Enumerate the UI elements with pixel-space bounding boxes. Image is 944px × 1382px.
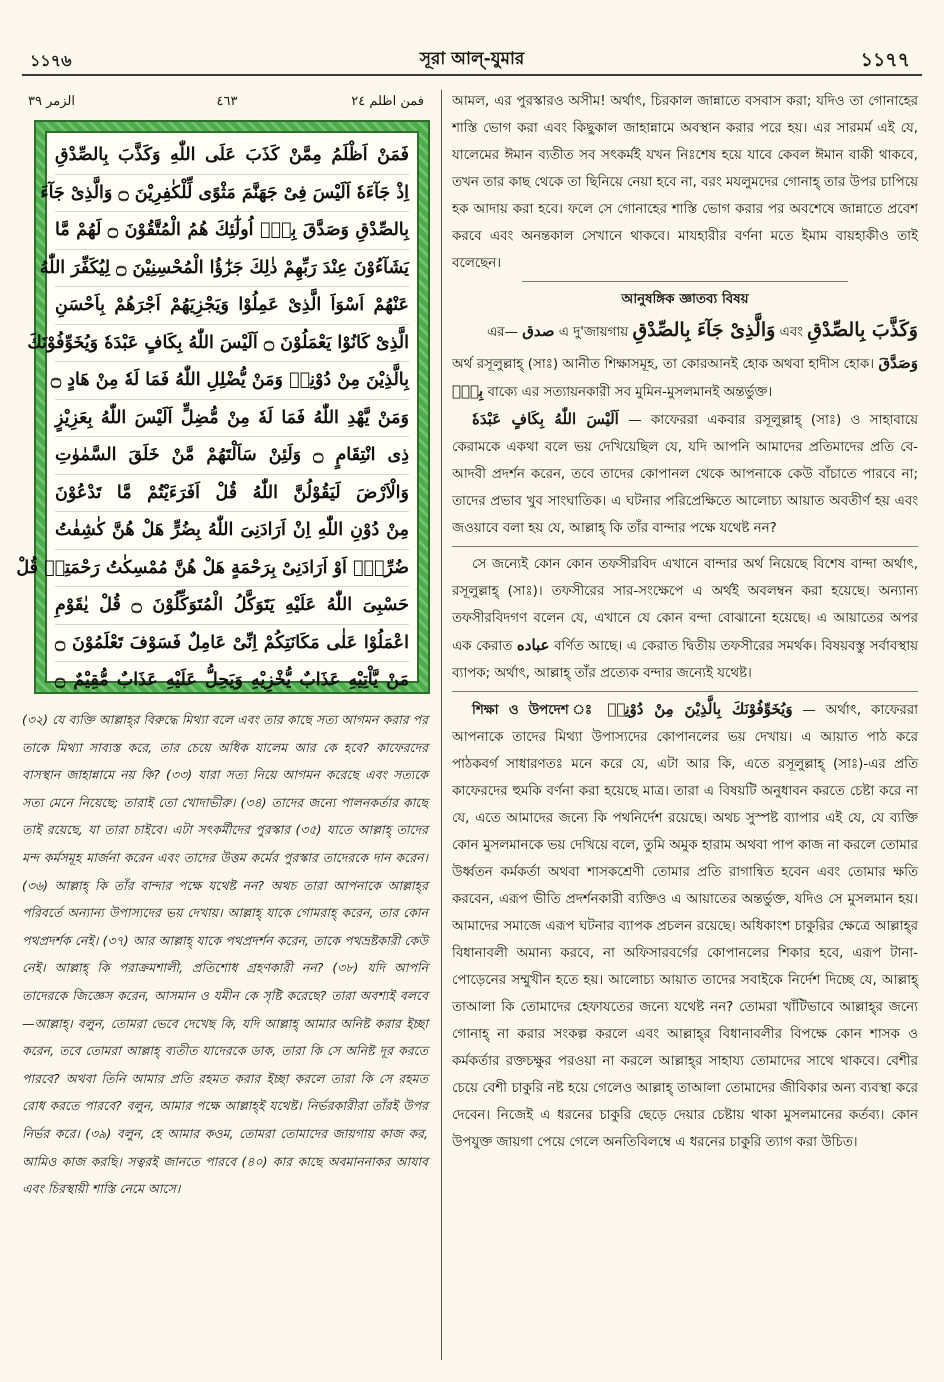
ayah-line: حَسْبِىَ اللّٰهُ عَلَيْهِ يَتَوَكَّلُ الْمُتَوَكِّلُوْنَ ۝ قُلْ يٰقَوْمِ [55, 587, 409, 625]
commentary-column [452, 88, 918, 1156]
page-header [0, 0, 944, 82]
ayah-line: ضُرِّهٖٓ اَوْ اَرَادَنِىْ بِرَحْمَةٍ هَلْ هُنَّ مُمْسِكٰتُ رَحْمَتِهٖ قُلْ [55, 550, 409, 588]
ayah-line: بِالصِّدْقِ وَصَدَّقَ بِهٖٓ اُولٰٓئِكَ هُمُ الْمُتَّقُوْنَ ۝ لَهُمْ مَّا [55, 212, 409, 250]
heading-rule [522, 281, 848, 282]
arabic-phrase: وَالَّذِىْ جَآءَ بِالصِّدْقِ [632, 319, 776, 341]
commentary-text: — কাফেররা একবার রসূলুল্লাহ্‌ (সাঃ) ও সাহাবায়ে কেরামকে একথা বলে ভয় দেখিয়েছিল যে, যদি আপনি আমাদের প্রতিমাদের প্রতি বে-আদবী প্রদর্শন করেন, তবে তাদের কোপানল থেকে আপনাকে কেউ বাঁচাতে পারবে না; তাদের প্রভাব খুব সাংঘাতিক। এ ঘটনার পরিপ্রেক্ষিতে আলোচ্য আয়াত অবতীর্ণ হয় এবং জওয়াবে বলা হয় যে, আল্লাহ্‌ কি তাঁর বান্দার পক্ষে যথেষ্ট নন? [452, 413, 918, 536]
mushaf-page-number: ٤٦٣ [216, 94, 238, 109]
quran-page-meta [22, 92, 432, 116]
page-number-left: ১১৭৬ [30, 51, 72, 70]
commentary-text: অর্থ রসূলুল্লাহ্‌ (সাঃ) আনীত শিক্ষাসমূহ, তা কোরআনই হোক অথবা হাদীস হোক। [452, 357, 875, 372]
conjunction: এবং [779, 325, 803, 340]
surah-title: সূরা আল্‌-যুমার [419, 49, 525, 69]
commentary-text: সে জন্যেই কোন কোন তফসীরবিদ এখানে বান্দার অর্থ নিয়েছে বিশেষ বান্দা অর্থাৎ, রসূলুল্লাহ্‌ (সাঃ)। তফসীরের সার-সংক্ষেপে এ অর্থই অবলম্বন করা হয়েছে। অন্যান্য তফসীরবিদগণ বলেন যে, এখানে যে কোন বন্দা বোঝানো হয়েছে। এ আয়াতের অপর এক কেরাত [452, 557, 918, 654]
commentary-paragraph [452, 696, 918, 1156]
ayah-line: وَمَنْ يَّهْدِ اللّٰهُ فَمَا لَهٗ مِنْ مُّضِلٍّ اَلَيْسَ اللّٰهُ بِعَزِيْزٍ [55, 400, 409, 438]
quran-text-block [16, 131, 419, 690]
ayah-line: وَالْاَرْضَ لَيَقُوْلُنَّ اللّٰهُ قُلْ اَفَرَءَيْتُمْ مَّا تَدْعُوْنَ [55, 475, 409, 513]
commentary-paragraph: আমল, এর পুরস্কারও অসীম! অর্থাৎ, চিরকাল জান্নাতে বসবাস করা; যদিও তা গোনাহের শাস্তি ভোগ করা এবং কিছুকাল জাহান্নামে অবস্থান করার পরে হয়। এর সারমর্ম এই যে, যালেমের ঈমান ব্যতীত সব সৎকর্মই যখন নিঃশেষ হয়ে যাবে কেবল ঈমান বাকী থাকবে, তখন তার কাছ থেকে তা ছিনিয়ে নেয়া হবে না, বরং মযলুমদের গোনাহ্‌ তার উপর চাপিয়ে হক আদায় করা হবে। ফলে সে গোনাহের শাস্তি ভোগ করার পর অবশেষে জান্নাতে প্রবেশ করবে এবং অনন্তকাল সেখানে থাকবে। মাযহারীর বর্ণনা মতে ইমাম বায়হাকীও তাই বলেছেন। [452, 94, 918, 271]
arabic-word: صدق [522, 322, 555, 340]
ayah-line: عَنْهُمْ اَسْوَاَ الَّذِىْ عَمِلُوْا وَيَجْزِيَهُمْ اَجْرَهُمْ بِاَحْسَنِ [55, 287, 409, 325]
juz-marker: فمن اظلم ٢٤ [351, 94, 424, 109]
column-divider [441, 90, 442, 1360]
lesson-label: শিক্ষা ও উপদেশ ঃ [472, 703, 598, 718]
ayah-line: اِذْ جَآءَهٗ اَلَيْسَ فِىْ جَهَنَّمَ مَثْوًى لِّلْكٰفِرِيْنَ ۝ وَالَّذِىْ جَآءَ [55, 175, 409, 213]
commentary-paragraph [452, 350, 918, 406]
commentary-text: বাক্যে এর সত্যায়নকারী সব মুমিন-মুসলমানই অন্তর্ভুক্ত। [487, 385, 773, 400]
left-column [16, 92, 432, 1203]
arabic-phrase: وَيُخَوِّفُوْنَكَ بِالَّذِيْنَ مِنْ دُوْنِهٖ [607, 700, 793, 718]
ayah-line: مَنْ يَّاْتِيْهِ عَذَابٌ يُّخْزِيْهِ وَيَحِلُّ عَلَيْهِ عَذَابٌ مُّقِيْمٌ ۝ [55, 670, 409, 690]
header-rule [22, 74, 922, 76]
commentary-paragraph [452, 551, 918, 687]
bengali-translation: (৩২) যে ব্যক্তি আল্লাহ্‌র বিরুদ্ধে মিথ্যা বলে এবং তার কাছে সত্য আগমন করার পর তাকে মিথ্যা সাব্যস্ত করে, তার চেয়ে অধিক যালেম আর কে হবে? কাফেরদের বাসস্থান জাহান্নামে নয় কি? (৩৩) যারা সত্য নিয়ে আগমন করেছে এবং সত্যকে সত্য মেনে নিয়েছে; তারাই তো খোদাভীরু। (৩৪) তাদের জন্যে পালনকর্তার কাছে তাই রয়েছে, যা তারা চাইবে। এটা সৎকর্মীদের পুরস্কার (৩৫) যাতে আল্লাহ্‌ তাদের মন্দ কর্মসমূহ মার্জনা করেন এবং তাদের উত্তম কর্মের পুরস্কার তাদেরকে দান করেন। (৩৬) আল্লাহ্‌ কি তাঁর বান্দার পক্ষে যথেষ্ট নন? অথচ তারা আপনাকে আল্লাহ্‌র পরিবর্তে অন্যান্য উপাস্যদের ভয় দেখায়। আল্লাহ্‌ যাকে গোমরাহ্‌ করেন, তার কোন পথপ্রদর্শক নেই। (৩৭) আর আল্লাহ্‌ যাকে পথপ্রদর্শন করেন, তাকে পথভ্রষ্টকারী কেউ নেই। আল্লাহ্‌ কি পরাক্রমশালী, প্রতিশোধ গ্রহণকারী নন? (৩৮) যদি আপনি তাদেরকে জিজ্ঞেস করেন, আসমান ও যমীন কে সৃষ্টি করেছে? তারা অবশ্যই বলবে—আল্লাহ্‌। বলুন, তোমরা ভেবে দেখেছ কি, যদি আল্লাহ্‌ আমার অনিষ্ট করার ইচ্ছা করেন, তবে তোমরা আল্লাহ্‌ ব্যতীত যাদেরকে ডাক, তারা কি সে অনিষ্ট দূর করতে পারবে? অথবা তিনি আমার প্রতি রহমত করার ইচ্ছা করলে তারা কি সে রহমত রোধ করতে পারবে? বলুন, আমার পক্ষে আল্লাহ্‌ই যথেষ্ট। নির্ভরকারীরা তাঁরই উপর নির্ভর করে। (৩৯) বলুন, হে আমার কওম, তোমরা তোমাদের জায়গায় কাজ কর, আমিও কাজ করছি। সত্বরই জানতে পারবে (৪০) কার কাছে অবমাননাকর আযাব এবং চিরস্থায়ী শাস্তি নেমে আসে। [22, 712, 428, 1197]
ayah-line: يَشَآءُوْنَ عِنْدَ رَبِّهِمْ ذٰلِكَ جَزٰٓؤُا الْمُحْسِنِيْنَ ۝ لِيُكَفِّرَ اللّٰهُ [55, 250, 409, 288]
arabic-phrase: اَلَيْسَ اللّٰهُ بِكَافٍ عَبْدَهٗ [472, 410, 619, 428]
word: এ [558, 325, 569, 340]
word: দু'জায়গায় [573, 325, 629, 340]
word: —এর [486, 325, 518, 340]
ayah-line: اعْمَلُوْا عَلٰى مَكَانَتِكُمْ اِنِّىْ عَامِلٌ فَسَوْفَ تَعْلَمُوْنَ ۝ [55, 625, 409, 663]
surah-marker: الزمر ٣٩ [28, 94, 75, 109]
arabic-reference-line [452, 313, 918, 350]
commentary-text: — অর্থাৎ, কাফেররা আপনাকে তাদের মিথ্যা উপাস্যদের কোপানলের ভয় দেখায়। এ আয়াত পাঠ করে পাঠকবর্গ সাধারণতঃ মনে করে যে, এটা আর কি, এতে রসূলুল্লাহ্‌ (সাঃ)-এর প্রতি কাফেরদের হুমকি বর্ণনা করা হয়েছে মাত্র। তারা এ বিষয়টি অনুধাবন করতে চেষ্টা করে না যে, এতে আমাদের জন্যে কি পথনির্দেশ রয়েছে। অথচ সুস্পষ্ট ব্যাপার এই যে, যে ব্যক্তি কোন মুসলমানকে ভয় দেখিয়ে বলে, তুমি অমুক হারাম অথবা পাপ কাজ না করলে তোমার উর্ধ্বতন কর্মকর্তা অথবা শাসকশ্রেণী তোমার প্রতি রাগান্বিত হবেন এবং তোমার ক্ষতি করবেন, এরূপ ভীতি প্রদর্শনকারী ব্যক্তিও এ আয়াতের অন্তর্ভুক্ত, যদিও সে মুসলমান হয়। আমাদের সমাজে এরূপ ঘটনার ব্যাপক প্রচলন রয়েছে। অধিকাংশ চাকুরির ক্ষেত্রে আল্লাহ্‌র বিধানাবলী অমান্য করবে, না অফিসারবর্গের কোপানলের শিকার হবে, এরূপ টানা-পোড়েনের সম্মুখীন হতে হয়। আলোচ্য আয়াত তাদের সবাইকে নির্দেশ দিচ্ছে যে, আল্লাহ্‌ তাআলা কি তোমাদের হেফাযতের জন্যে যথেষ্ট নন? তোমরা খাঁটিভাবে আল্লাহ্‌র জন্যে গোনাহ্‌ না করার সংকল্প করলে এবং আল্লাহ্‌র বিধানাবলীর বিপক্ষে কোন শাসক ও কর্মকর্তার রক্তচক্ষুর পরওয়া না করলে আল্লাহ্‌র সাহায্য তোমাদের সাথে থাকবে। বেশীর চেয়ে বেশী চাকুরি নষ্ট হয়ে গেলেও আল্লাহ্‌ তাআলা তোমাদের জীবিকার অন্য ব্যবস্থা করে দেবেন। নিজেই এ ধরনের চাকুরি ছেড়ে দেয়ার চেষ্টায় থাকা মুসলমানের কর্তব্য। কোন উপযুক্ত জায়গা পেয়ে গেলে অনতিবিলম্বে এ ধরনের চাকুরি ত্যাগ করা উচিত। [452, 703, 918, 1150]
arabic-phrase: وَكَذَّبَ بِالصِّدْقِ [807, 319, 918, 341]
ayah-line: فَمَنْ اَظْلَمُ مِمَّنْ كَذَبَ عَلَى اللّٰهِ وَكَذَّبَ بِالصِّدْقِ [55, 137, 409, 175]
arabic-phrase: وَصَدَّقَ بِهٖٓ [452, 354, 918, 400]
ayah-line: مِنْ دُوْنِ اللّٰهِ اِنْ اَرَادَنِىَ اللّٰهُ بِضُرٍّ هَلْ هُنَّ كٰشِفٰتُ [55, 512, 409, 550]
paragraph-rule [452, 546, 918, 547]
ayah-line: ذِى انْتِقَامٍ ۝ وَلَئِنْ سَاَلْتَهُمْ مَّنْ خَلَقَ السَّمٰوٰتِ [55, 437, 409, 475]
quran-frame [16, 120, 430, 694]
section-heading: আনুষঙ্গিক জ্ঞাতব্য বিষয় [621, 292, 749, 307]
commentary-text: বর্ণিত আছে। এ কেরাত দ্বিতীয় তফসীরের সমর্থক। বিষয়বস্তু সর্বাবস্থায় ব্যাপক; অর্থাৎ, আল্লাহ্‌ তাঁর প্রত্যেক বন্দার জন্যেই যথেষ্ট। [452, 639, 918, 681]
page-number-right: ১১৭৭ [860, 49, 910, 71]
paragraph-rule [452, 691, 918, 692]
ayah-line: بِالَّذِيْنَ مِنْ دُوْنِهٖ وَمَنْ يُّضْلِلِ اللّٰهُ فَمَا لَهٗ مِنْ هَادٍ ۝ [55, 362, 409, 400]
commentary-paragraph [452, 406, 918, 542]
arabic-word: عباده [516, 636, 550, 654]
ayah-line: الَّذِىْ كَانُوْا يَعْمَلُوْنَ ۝ اَلَيْسَ اللّٰهُ بِكَافٍ عَبْدَهٗ وَيُخَوِّفُوْنَكَ [55, 325, 409, 363]
